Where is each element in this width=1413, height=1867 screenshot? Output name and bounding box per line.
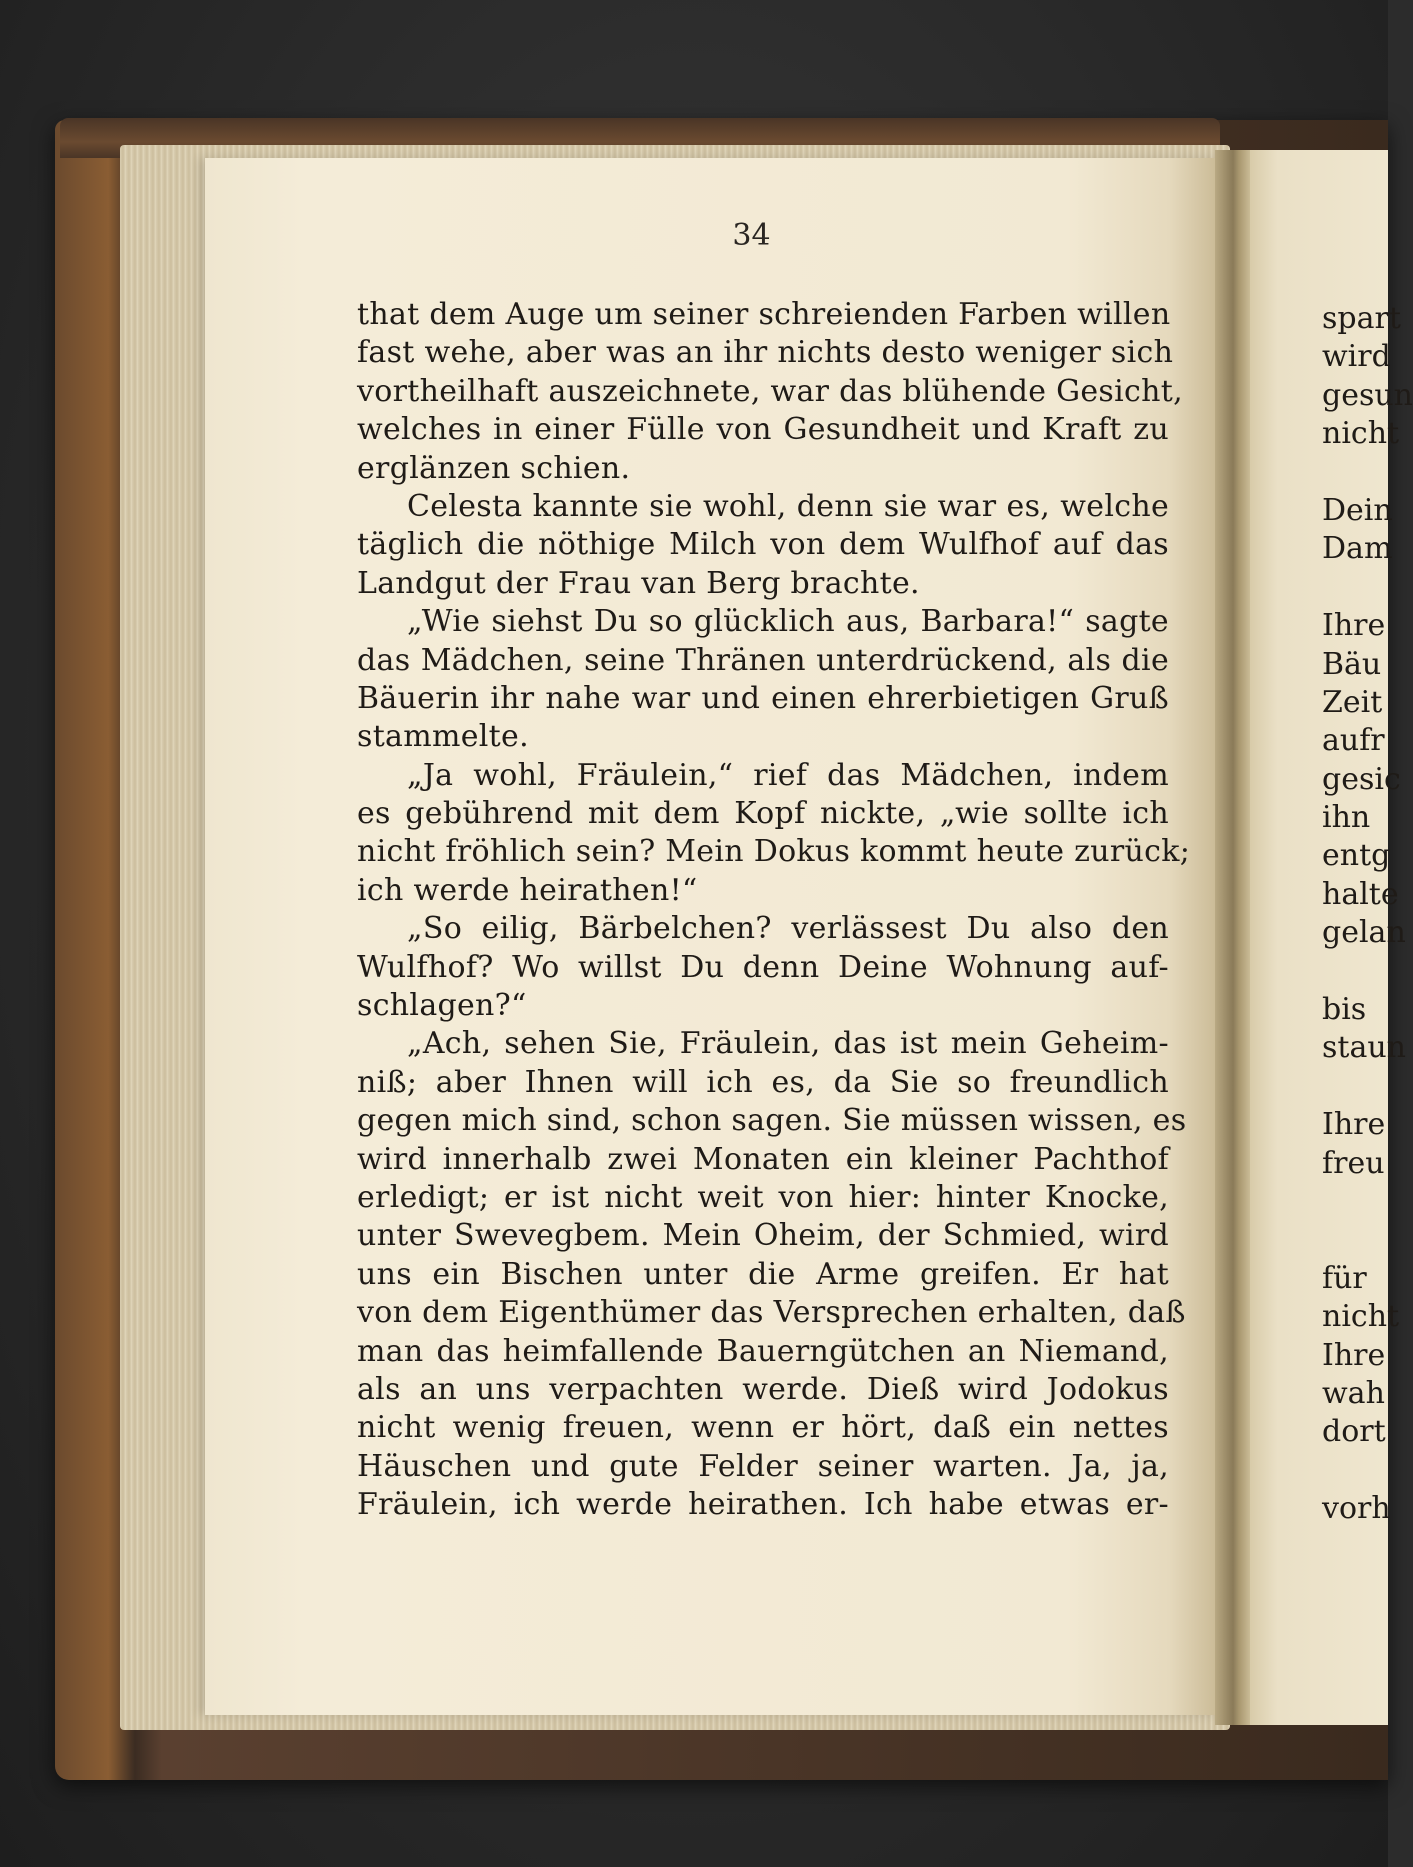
text-line: „Ja wohl, Fräulein,“ rief das Mädchen, indem (407, 757, 1169, 793)
text-line: welches in einer Fülle von Gesundheit und Kraft zu (357, 412, 1169, 448)
facing-page-fragment: ihn (1322, 800, 1371, 836)
facing-page-fragment (1322, 454, 1413, 492)
text-line: „Wie siehst Du so glücklich aus, Barbara!“ sagte (407, 604, 1169, 640)
facing-page-fragment: Dein (1322, 492, 1393, 528)
facing-page-fragment: nicht (1322, 416, 1400, 452)
text-line: Fräulein, ich werde heirathen. Ich habe etwas er- (357, 1487, 1169, 1523)
facing-page-fragment: dort (1322, 1414, 1386, 1450)
facing-page-fragment: vorh (1322, 1491, 1391, 1527)
text-line: that dem Auge um seiner schreienden Farben willen (357, 297, 1171, 332)
text-line: das Mädchen, seine Thränen unterdrückend, als die (357, 642, 1169, 678)
text-line: nicht wenig freuen, wenn er hört, daß ein nettes (357, 1410, 1169, 1446)
facing-page-fragment: nicht (1322, 1299, 1400, 1335)
facing-page-fragment (1322, 1221, 1413, 1259)
facing-page-fragment: wah (1322, 1375, 1385, 1411)
facing-page-fragment: Dam (1322, 531, 1393, 567)
text-line: als an uns verpachten werde. Dieß wird Jodokus (357, 1371, 1169, 1407)
text-line: niß; aber Ihnen will ich es, da Sie so freundlich (357, 1064, 1169, 1100)
facing-page-fragment: Zeit (1322, 684, 1383, 720)
text-line: uns ein Bischen unter die Arme greifen. Er hat (357, 1256, 1169, 1292)
facing-page-fragment: freu (1322, 1145, 1385, 1181)
text-line: gegen mich sind, schon sagen. Sie müssen wissen, es (357, 1103, 1187, 1139)
facing-page-fragment: gelan (1322, 915, 1406, 951)
facing-page-fragment (1322, 569, 1413, 607)
page-number: 34 (732, 218, 771, 253)
facing-page-fragment: wird (1322, 339, 1391, 375)
text-line: „Ach, sehen Sie, Fräulein, das ist mein Geheim- (407, 1026, 1169, 1062)
text-line: erglänzen schien. (357, 450, 631, 486)
facing-page-fragment: Bäu (1322, 646, 1382, 682)
text-line: ich werde heirathen!“ (357, 872, 698, 908)
facing-page-fragment: aufr (1322, 723, 1385, 759)
facing-page-fragment: bis (1322, 992, 1367, 1028)
text-line: wird innerhalb zwei Monaten ein kleiner Pachthof (357, 1141, 1169, 1177)
facing-page-fragment (1322, 1068, 1413, 1106)
facing-page-fragment: gesun (1322, 377, 1413, 413)
text-line: täglich die nöthige Milch von dem Wulfhof auf das (357, 527, 1169, 563)
text-line: erledigt; er ist nicht weit von hier: hinter Knocke, (357, 1179, 1169, 1215)
facing-page-fragment: Ihre (1322, 608, 1386, 644)
text-line: von dem Eigenthümer das Versprechen erhalten, daß (357, 1295, 1186, 1331)
facing-page-fragment: entg (1322, 838, 1391, 874)
text-line: vortheilhaft auszeichnete, war das blühende Gesicht, (357, 373, 1183, 409)
text-line: nicht fröhlich sein? Mein Dokus kommt heute zurück; (357, 834, 1191, 870)
text-line: stammelte. (357, 719, 529, 755)
facing-page-fragment: Ihre (1322, 1337, 1386, 1373)
facing-page-fragment: für (1322, 1260, 1367, 1296)
facing-page-fragment: spart (1322, 301, 1401, 336)
facing-page-text-fragments (1322, 300, 1413, 1529)
text-line: fast wehe, aber was an ihr nichts desto weniger sich (357, 335, 1174, 371)
text-line: man das heimfallende Bauerngütchen an Niemand, (357, 1333, 1169, 1369)
text-line: „So eilig, Bärbelchen? verlässest Du also den (407, 911, 1169, 947)
facing-page-fragment: gesic (1322, 761, 1401, 797)
text-line: Landgut der Frau van Berg brachte. (357, 565, 920, 601)
facing-page-fragment: Ihre (1322, 1107, 1386, 1143)
facing-page-fragment (1322, 1183, 1413, 1221)
facing-page-fragment (1322, 1452, 1413, 1490)
text-line: unter Swevegbem. Mein Oheim, der Schmied, wird (357, 1218, 1169, 1254)
text-line: Celesta kannte sie wohl, denn sie war es, welche (407, 488, 1169, 524)
text-line: Wulfhof? Wo willst Du denn Deine Wohnung auf- (357, 949, 1169, 985)
text-line: Häuschen und gute Felder seiner warten. Ja, ja, (357, 1448, 1169, 1484)
facing-page-fragment: staun (1322, 1030, 1406, 1066)
text-line: Bäuerin ihr nahe war und einen ehrerbietigen Gruß (357, 680, 1169, 716)
facing-page-fragment: halte (1322, 876, 1399, 912)
page-body-text (357, 296, 1191, 1525)
text-line: es gebührend mit dem Kopf nickte, „wie sollte ich (357, 796, 1169, 832)
text-line: schlagen?“ (357, 988, 527, 1024)
book-gutter (1215, 150, 1255, 1725)
facing-page-fragment (1322, 953, 1413, 991)
